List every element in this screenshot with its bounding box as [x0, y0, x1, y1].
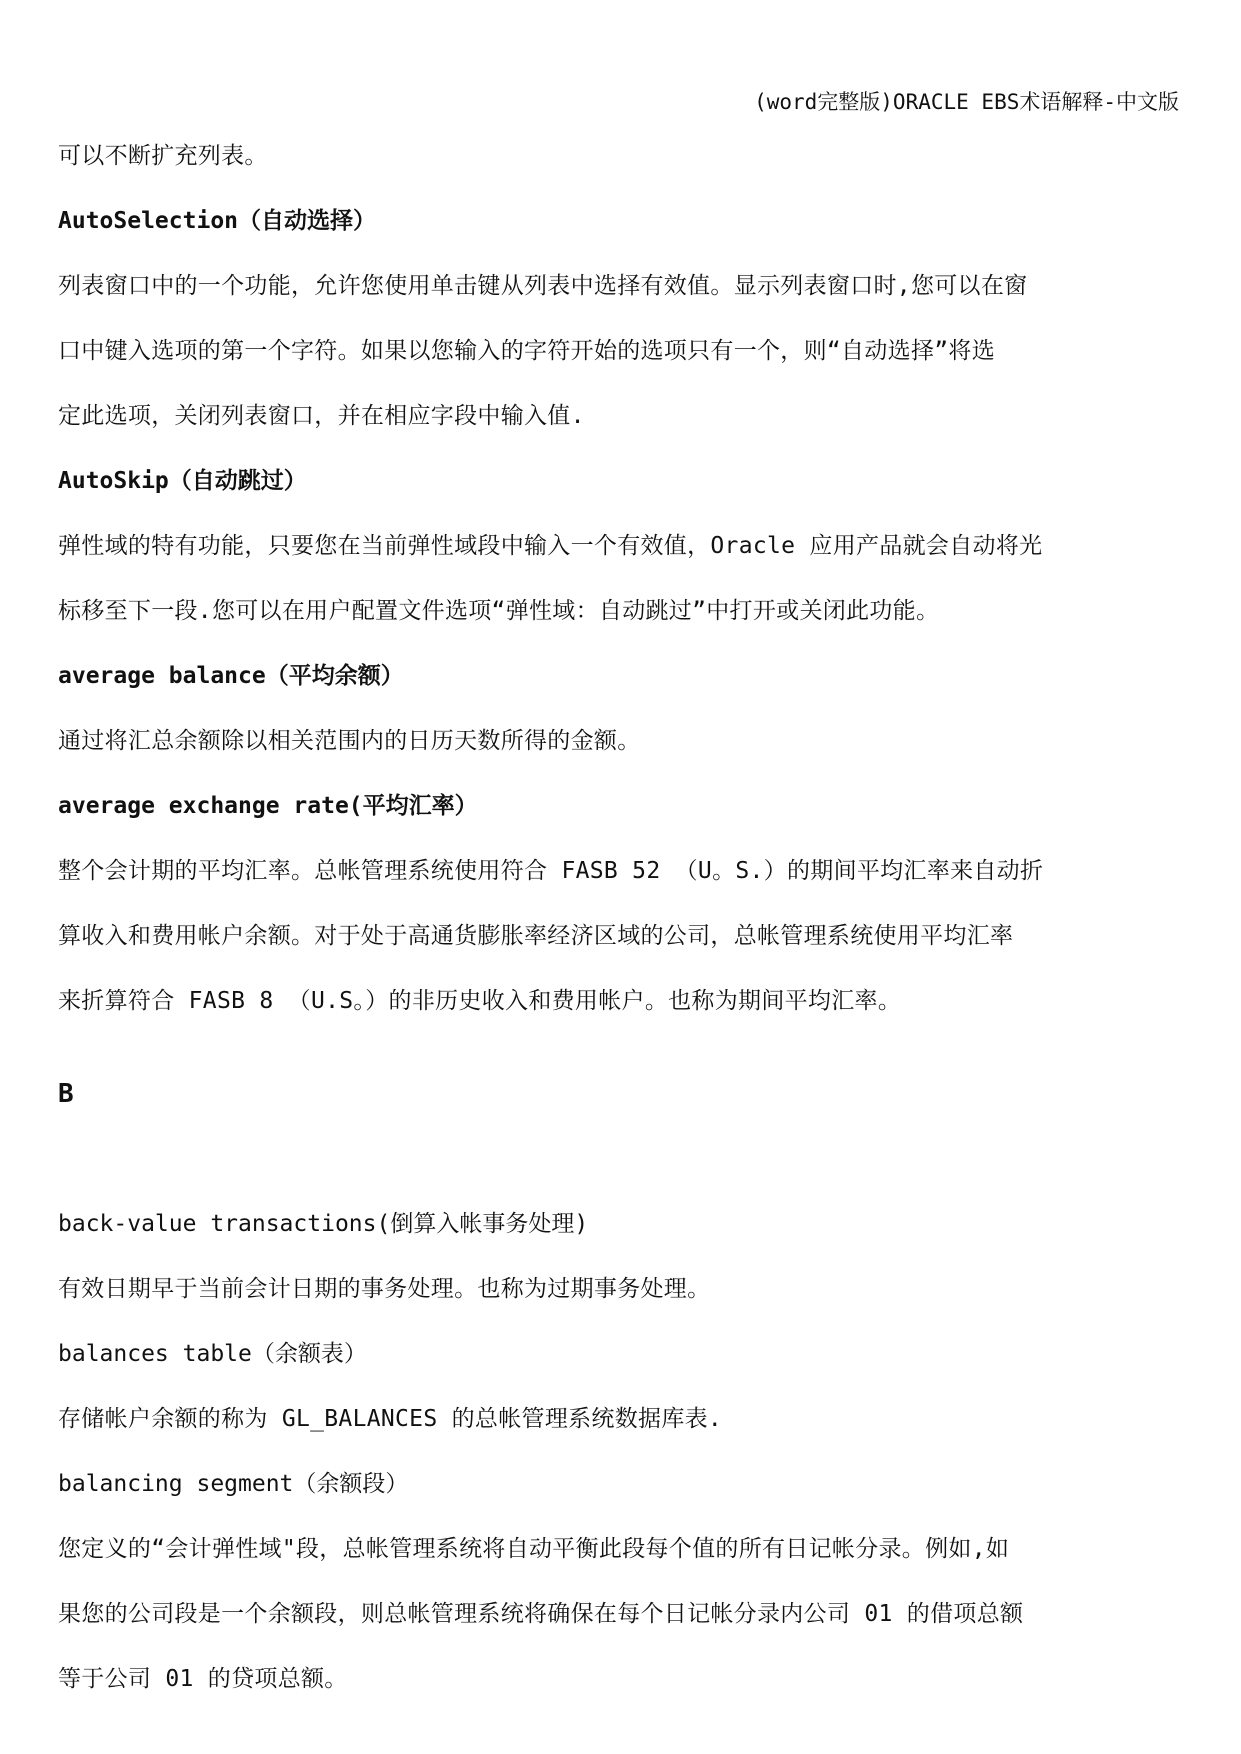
entry-average-balance: [58, 644, 1186, 774]
definition-line: 果您的公司段是一个余额段，则总帐管理系统将确保在每个日记帐分录内公司 01 的借项总额: [58, 1601, 1024, 1627]
term-heading: balances table（余额表）: [58, 1341, 367, 1367]
term-heading: AutoSelection（自动选择）: [58, 208, 377, 234]
definition-line: 弹性域的特有功能，只要您在当前弹性域段中输入一个有效值，Oracle 应用产品就会自动将光: [58, 533, 1043, 559]
entry-balances-table: [58, 1322, 1186, 1452]
term-heading: balancing segment（余额段）: [58, 1471, 409, 1497]
entry-continuation: [58, 124, 1186, 189]
entry-balancing-segment: [58, 1452, 1186, 1712]
entry-autoselection: [58, 189, 1186, 449]
document-body: [58, 124, 1186, 1712]
definition-line: 通过将汇总余额除以相关范围内的日历天数所得的金额。: [58, 728, 641, 754]
section-letter-b: B: [58, 1079, 74, 1109]
definition-line: 存储帐户余额的称为 GL_BALANCES 的总帐管理系统数据库表.: [58, 1406, 723, 1432]
definition-line: 定此选项，关闭列表窗口，并在相应字段中输入值.: [58, 403, 585, 429]
definition-line: 标移至下一段.您可以在用户配置文件选项“弹性域：自动跳过”中打开或关闭此功能。: [58, 598, 940, 624]
page-header-title: (word完整版)ORACLE EBS术语解释-中文版: [754, 90, 1179, 114]
entry-back-value-transactions: [58, 1192, 1186, 1322]
definition-line: 有效日期早于当前会计日期的事务处理。也称为过期事务处理。: [58, 1276, 711, 1302]
term-heading: average exchange rate(平均汇率）: [58, 793, 478, 819]
definition-line: 来折算符合 FASB 8 （U.S。）的非历史收入和费用帐户。也称为期间平均汇率。: [58, 988, 902, 1014]
definition-line: 算收入和费用帐户余额。对于处于高通货膨胀率经济区域的公司，总帐管理系统使用平均汇率: [58, 923, 1014, 949]
definition-line: 等于公司 01 的贷项总额。: [58, 1666, 348, 1692]
definition-line: 列表窗口中的一个功能，允许您使用单击键从列表中选择有效值。显示列表窗口时,您可以在窗: [58, 273, 1028, 299]
entry-average-exchange-rate: [58, 774, 1186, 1034]
definition-line: 您定义的“会计弹性域"段，总帐管理系统将自动平衡此段每个值的所有日记帐分录。例如,如: [58, 1536, 1010, 1562]
definition-line: 整个会计期的平均汇率。总帐管理系统使用符合 FASB 52 （U。S.）的期间平均汇率来自动折: [58, 858, 1044, 884]
term-heading: AutoSkip（自动跳过）: [58, 468, 307, 494]
term-heading: back-value transactions(倒算入帐事务处理): [58, 1211, 589, 1237]
term-heading: average balance（平均余额）: [58, 663, 404, 689]
definition-line: 口中键入选项的第一个字符。如果以您输入的字符开始的选项只有一个，则“自动选择”将选: [58, 338, 995, 364]
definition-line: 可以不断扩充列表。: [58, 143, 268, 169]
entry-autoskip: [58, 449, 1186, 644]
